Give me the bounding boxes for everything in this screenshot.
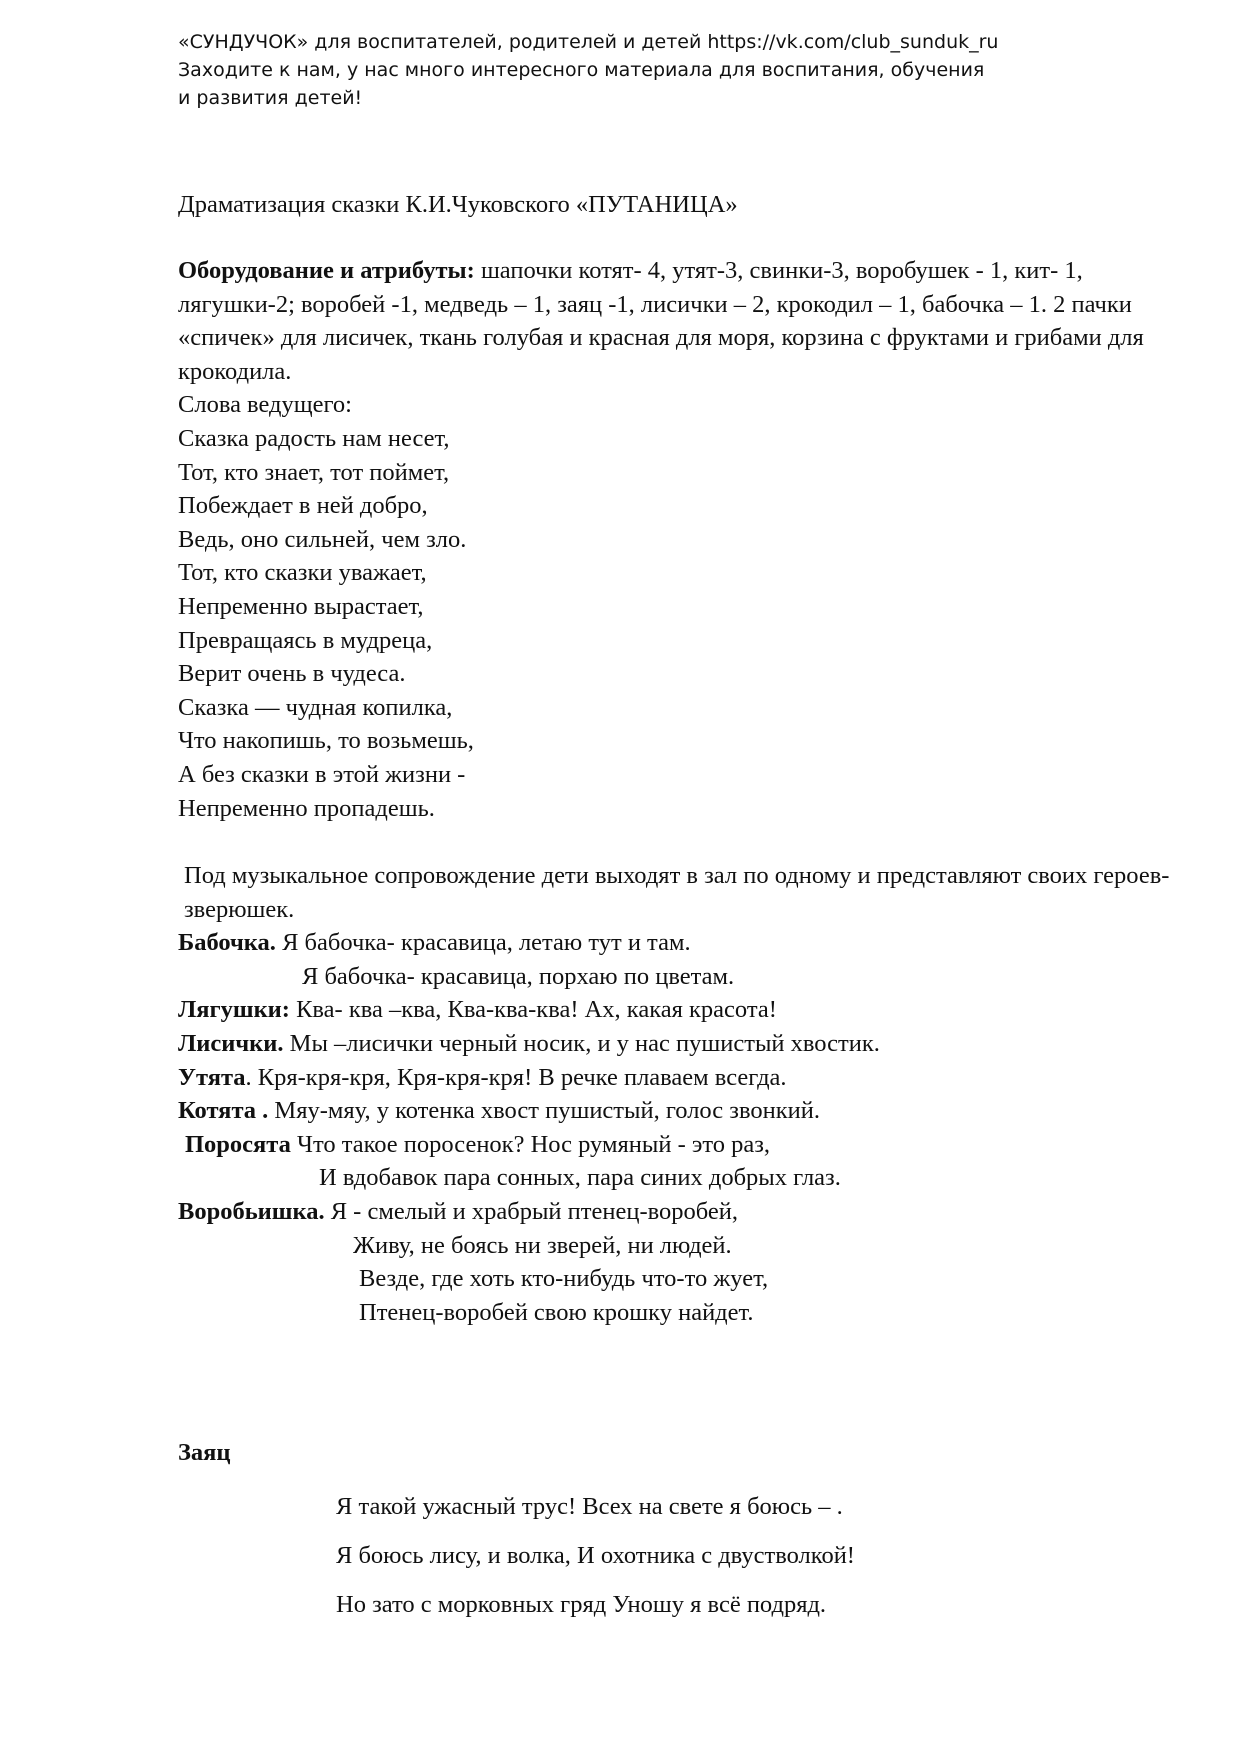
header-line: и развития детей! — [178, 87, 363, 109]
site-header — [178, 28, 998, 112]
role-line: Мяу-мяу, у котенка хвост пушистый, голос звонкий. — [268, 1097, 820, 1125]
role-piglets-cont: И вдобавок пара сонных, пара синих добрых глаз. — [319, 1164, 841, 1192]
hare-lines — [178, 1482, 855, 1629]
document-title: Драматизация сказки К.И.Чуковского «ПУТАНИЦА» — [178, 191, 738, 218]
role-line: Я - смелый и храбрый птенец-воробей, — [324, 1198, 739, 1226]
host-words-label: Слова ведущего: — [178, 391, 352, 419]
role-name: Поросята — [185, 1130, 291, 1158]
header-line: Заходите к нам, у нас много интересного материала для воспитания, обучения — [178, 59, 985, 81]
role-sparrow-cont: Везде, где хоть кто-нибудь что-то жует, — [359, 1265, 769, 1293]
poem-line: Что накопишь, то возьмешь, — [178, 727, 474, 755]
role-kittens — [178, 1094, 1188, 1128]
role-line: Что такое поросенок? Нос румяный - это раз, — [290, 1130, 771, 1158]
role-line: Мы –лисички черный носик, и у нас пушистый хвостик. — [283, 1030, 880, 1058]
role-butterfly-cont: Я бабочка- красавица, порхаю по цветам. — [302, 962, 735, 990]
header-line: «СУНДУЧОК» для воспитателей, родителей и детей https://vk.com/club_sunduk_ru — [178, 31, 999, 53]
role-name: Лисички. — [178, 1030, 284, 1058]
poem-line: Превращаясь в мудреца, — [178, 626, 433, 654]
role-frogs — [178, 993, 1188, 1027]
hare-section — [178, 1436, 855, 1629]
poem-line: А без сказки в этой жизни - — [178, 760, 466, 788]
document-body — [178, 188, 1188, 1329]
poem-line: Сказка — чудная копилка, — [178, 693, 453, 721]
equipment-label: Оборудование и атрибуты: — [178, 257, 475, 284]
role-foxes — [178, 1027, 1188, 1061]
equipment-text: шапочки котят- 4, утят-3, свинки-3, воробушек - 1, кит- 1, лягушки-2; воробей -1, медведь – 1, заяц -1, лисички – 2, крокодил – 1, бабочка – 1. 2 пачки «спичек» для лисичек, ткань голубая и красная для моря, корзина с фруктами и грибами для крокодила. — [178, 257, 1144, 385]
role-name: Утята — [178, 1063, 246, 1091]
role-sparrow-cont: Птенец-воробей свою крошку найдет. — [359, 1298, 754, 1326]
intro-paragraph: Под музыкальное сопровождение дети выходят в зал по одному и представляют своих героев- зверюшек. — [184, 862, 1170, 923]
role-sparrow-cont: Живу, не боясь ни зверей, ни людей. — [353, 1231, 732, 1259]
role-line: . Кря-кря-кря, Кря-кря-кря! В речке плаваем всегда. — [245, 1063, 787, 1091]
hare-line: Но зато с морковных гряд Уношу я всё подряд. — [336, 1591, 827, 1618]
role-line: Ква- ква –ква, Ква-ква-ква! Ах, какая красота! — [289, 996, 777, 1024]
equipment-paragraph — [178, 254, 1188, 388]
role-piglets — [178, 1128, 1188, 1162]
role-line: Я бабочка- красавица, летаю тут и там. — [275, 929, 691, 957]
role-sparrow — [178, 1195, 1188, 1229]
roles-list — [178, 926, 1188, 1329]
role-name: Воробьишка. — [178, 1198, 325, 1226]
hare-role-name: Заяц — [178, 1439, 231, 1466]
role-name: Бабочка. — [178, 929, 276, 957]
poem-line: Непременно пропадешь. — [178, 794, 435, 822]
hare-line: Я боюсь лису, и волка, И охотника с двустволкой! — [336, 1542, 855, 1569]
host-poem — [178, 388, 1188, 825]
poem-line: Верит очень в чудеса. — [178, 660, 406, 688]
hare-line: Я такой ужасный трус! Всех на свете я боюсь – . — [336, 1493, 843, 1520]
poem-line: Ведь, оно сильней, чем зло. — [178, 525, 467, 553]
role-name: Котята . — [178, 1097, 269, 1125]
role-ducklings — [178, 1061, 1188, 1095]
poem-line: Тот, кто знает, тот поймет, — [178, 458, 450, 486]
role-butterfly — [178, 926, 1188, 960]
role-name: Лягушки: — [178, 996, 290, 1024]
poem-line: Тот, кто сказки уважает, — [178, 559, 427, 587]
poem-line: Непременно вырастает, — [178, 592, 424, 620]
poem-line: Сказка радость нам несет, — [178, 424, 450, 452]
poem-line: Побеждает в ней добро, — [178, 492, 428, 520]
